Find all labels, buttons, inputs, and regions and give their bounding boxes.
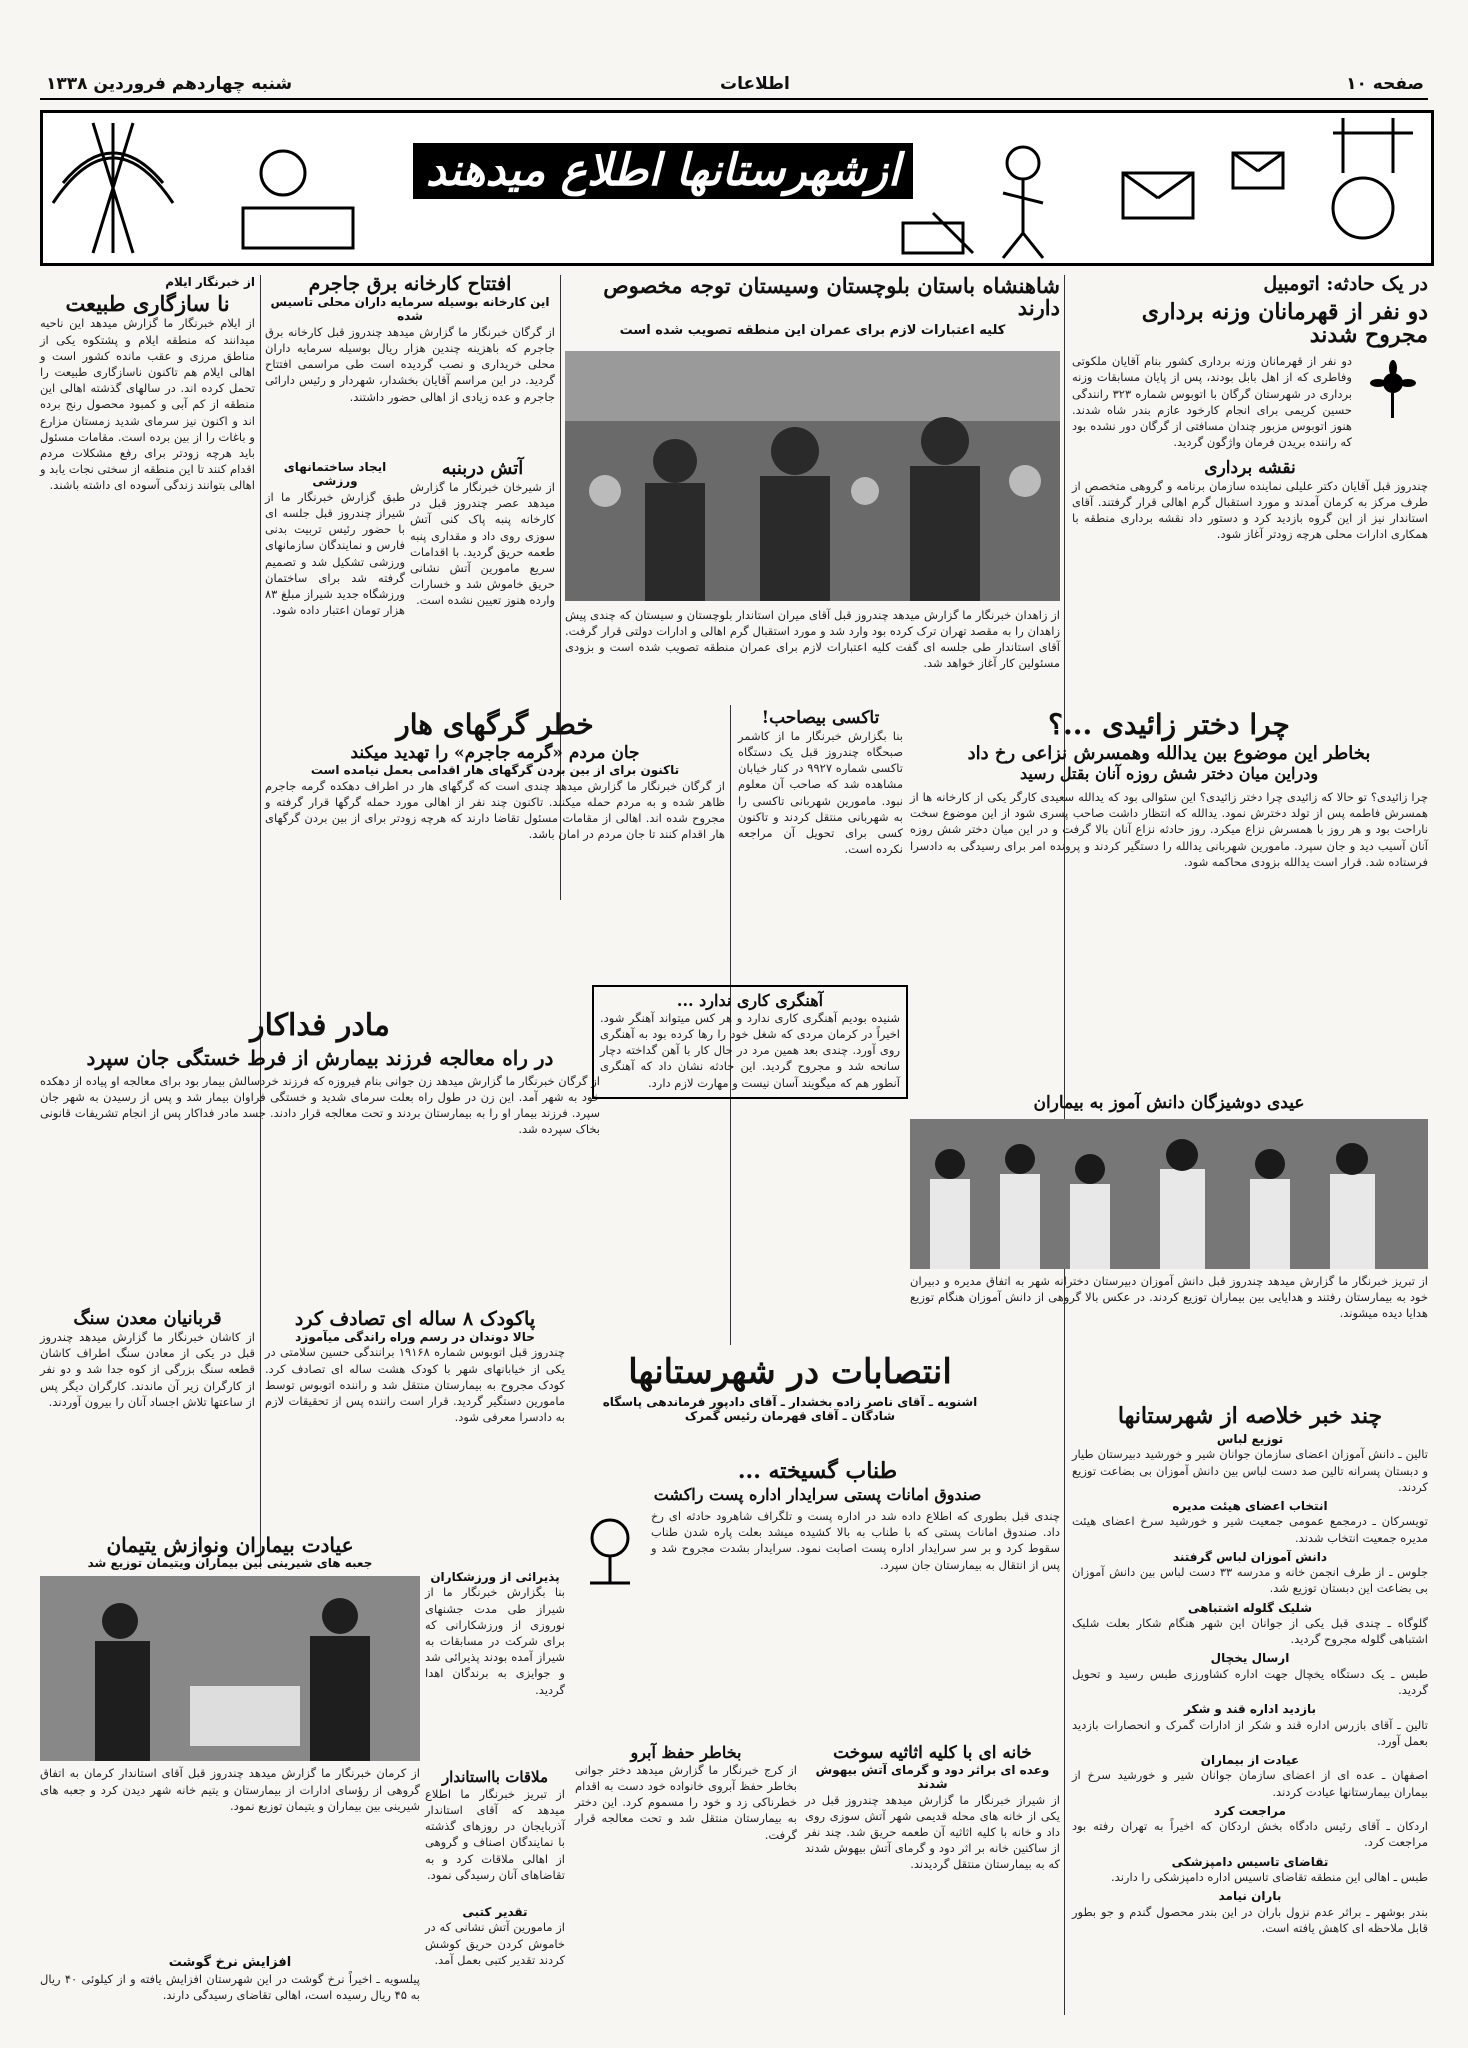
article-body: از گرگان خبرنگار ما گزارش میدهد چندی است که گرگهای هار در اطراف دهکده گرمه جاجرم ظاهر شده و به مردم حمله میکنند. تاکنون چند نفر از اهالی مورد حمله گرگها قرار گرفته و مجروح شده اند. اهالی از مقامات مسئول تقاضا دارند که هرچه زودتر برای از بین بردن گرگهای هار اقدام کنند تا جان مردم در امان باشد. [265,778,725,842]
article-shah-visit [565,275,1060,672]
summary-item-text: تالین ـ آقای بازرس اداره قند و شکر از ادارات گمرک و انحصارات بازدید بعمل آورد. [1072,1717,1428,1748]
article-child-accident [265,1310,565,1425]
subhead: جان مردم «گرمه جاجرم» را تهدید میکند [350,743,640,764]
article-broken-rope [575,1460,1060,1588]
photo-figures [565,351,1060,601]
article-body: چرا زائیدی؟ تو حالا که زائیدی چرا دختر زائیدی؟ این سئوالی بود که یدالله سعیدی کارگر یکی از کارخانه ها از همسرش فاطمه پس از تولد دخترش نمود. یدالله که انتظار داشت صاحب پسری شود از این موضوع سخت ناراحت بود و هر روز با همسرش نزاع میکرد. روز حادثه نزاع آنان بالا گرفت و در این میان دختر شش روزه آنان آسیب دید و جان سپرد. مامورین شهربانی یدالله را دستگیر کردند و پرونده امر برای رسیدگی به دادسرا فرستاده شد. قرار است یدالله بزودی محاکمه شود. [910,790,1428,869]
article-daughter [910,710,1428,870]
headline: انتصابات در شهرستانها [628,1352,952,1392]
article-thanks [425,1905,565,1968]
headline: قربانیان معدن سنگ [73,1308,222,1329]
kicker: در یک حادثه: اتومبیل [1263,273,1428,295]
appointment-line: اشنویه ـ آقای ناصر زاده بخشدار ـ آقای دادپور فرماندهی پاسگاه [602,1394,978,1409]
paper-name: اطلاعات [720,74,790,94]
article-price [40,1955,420,2003]
subhead: در راه معالجه فرزند بیمارش از فرط خستگی جان سپرد [86,1045,554,1070]
photo-caption: از کرمان خبرنگار ما گزارش میدهد چندروز قبل آقای استاندار کرمان به اتفاق گروهی از رؤسای ادارات از بیمارستان و یتیم خانه شهر دیدن کرد و جعبه های شیرینی بین بیماران و یتیمان توزیع نمود. [40,1766,420,1813]
article-governor [425,1770,565,1883]
summary-item [1072,1432,1428,1495]
photo-figures [910,1119,1428,1269]
summary-item [1072,1889,1428,1936]
article-body: از شیراز خبرنگار ما گزارش میدهد چندروز قبل در یکی از خانه های محله قدیمی شهر آتش سوزی روی داد و خانه با کلیه اثاثیه آن طعمه حریق شد. چند نفر از ساکنین خانه بر اثر دود و گرمای آتش بیهوش شدند که به بیمارستان منتقل گردیدند. [805,1792,1060,1872]
article-wolves [265,710,725,842]
summary-item-title: باران نیامد [1218,1889,1282,1904]
article-sports [265,460,405,618]
article-summary [1072,1405,1428,1936]
summary-item [1072,1601,1428,1648]
headline: چند خبر خلاصه از شهرستانها [1117,1403,1383,1429]
summary-item-title: دانش آموزان لباس گرفتند [1172,1549,1328,1564]
article-body: از تبریز خبرنگار ما اطلاع میدهد که آقای استاندار آذربایجان در روزهای گذشته با نمایندگان اصناف و گروهی از اهالی ملاقات کرد و به تقاضاهای آنان رسیدگی نمود. [425,1786,565,1882]
article-body: چندروز قبل اتوبوس شماره ۱۹۱۶۸ برانندگی حسین سلامتی در یکی از خیابانهای شهر با کودک هشت ساله ای تصادف کرد. کودک مجروح به بیمارستان منتقل شد و راننده اتوبوس توسط مامورین دستگیر گردید. قرار است راننده پس از تحقیقات لازم به دادسرا معرفی شود. [265,1345,565,1425]
summary-item-title: تقاضای تاسیس دامپزشکی [1171,1854,1329,1869]
flower-icon [1358,353,1428,423]
headline: شاهنشاه باستان بلوچستان وسیستان توجه مخصوص دارند [603,273,1060,321]
subhead: بخاطر این موضوع بین یدالله وهمسرش نزاعی رخ داد [967,743,1371,765]
article-body: از مامورین آتش نشانی که در خاموش کردن حریق کوشش کردند تقدیر کتبی بعمل آمد. [425,1920,565,1967]
subhead: ودراین میان دختر شش روزه آنان بقتل رسید [1019,764,1319,784]
headline: بخاطر حفظ آبرو [630,1743,742,1762]
article-body: از ایلام خبرنگار ما گزارش میدهد این ناحیه میدانند که منطقه ایلام و پشتکوه یکی از مناطق مرزی و عقب مانده کشور است و اهالی ایلام هم تاکنون ناسازگاری طبیعت را تحمل کرده اند. در سالهای گذشته اهالی این منطقه از کم آبی و کمبود محصول رنج برده اند و اکنون نیز سرمای شدید زمستان مزارع و باغات را از بین برده است. مقامات مسئول باید هرچه زودتر برای رفع مشکلات مردم اقدام کنند تا این منطقه از سختی نجات یابد و اهالی بتوانند زندگی آسوده ای داشته باشند. [40,316,255,493]
article-ironing [592,985,908,1099]
summary-item-text: تالین ـ دانش آموزان اعضای سازمان جوانان شیر و خورشید دبیرستان طیار و دبستان پسرانه تالین صد دست لباس بین دانش آموزان بی بضاعت توزیع کردند. [1072,1447,1428,1494]
subhead: حالا دوندان در رسم وراه راندگی میآموزد [295,1329,535,1344]
column-rule [260,275,261,1565]
headline: پاکودک ۸ ساله ای تصادف کرد [294,1308,536,1330]
headline: نقشه برداری [1204,458,1296,478]
article-save-face [575,1745,797,1843]
article-visit-sick [40,1535,420,1814]
subhead: این کارخانه بوسیله سرمایه داران محلی تاسیس شده [270,294,550,324]
headline: مادر فداکار [250,1008,390,1043]
article-body: از کرج خبرنگار ما گزارش میدهد دختر جوانی بخاطر حفظ آبروی خانواده خود دست به اقدام خطرناکی زد و خود را مسموم کرد. این دختر به بیمارستان منتقل شد و تحت معالجه قرار گرفت. [575,1762,797,1842]
subhead: تاکنون برای از بین بردن گرگهای هار اقدامی بعمل نیامده است [310,763,680,778]
article-mother [40,1010,600,1137]
article-fire [410,460,555,609]
article-body: طبق گزارش خبرنگار ما از شیراز چندروز قبل جلسه ای با حضور رئیس تربیت بدنی فارس و نمایندگان سازمانهای ورزشی تشکیل شد و تصمیم گرفته شد برای ساختمان ورزشگاه جدید شیراز مبلغ ۸۳ هزار تومان اعتبار داده شود. [265,489,405,618]
article-appointments [520,1352,1060,1424]
subhead: وعده ای براثر دود و گرمای آتش بیهوش شدند [815,1762,1050,1792]
news-photo [565,351,1060,601]
summary-item-text: گلوگاه ـ چندی قبل یکی از جوانان این شهر هنگام شکار بعلت شلیک اشتباهی گلوله مجروح گردید. [1072,1616,1428,1647]
issue-date: شنبه چهاردهم فروردین ۱۳۳۸ [46,74,293,94]
page-number: صفحه ۱۰ [1346,74,1424,94]
headline: چرا دختر زائیدی ...؟ [1048,708,1290,741]
headline: ملاقات بااستاندار [441,1768,549,1786]
summary-item-text: طبس ـ اهالی این منطقه تقاضای تاسیس اداره دامپزشکی را دارند. [1111,1870,1428,1885]
summary-item-title: مراجعت کرد [1214,1803,1286,1818]
summary-item-text: بندر بوشهر ـ براثر عدم نزول باران در این بندر محصول گندم و جو بطور قابل ملاحظه ای کاهش یافته است. [1072,1904,1428,1935]
summary-item-text: اردکان ـ آقای رئیس دادگاه بخش اردکان که اخیراً به تهران رفته بود مراجعت کرد. [1072,1819,1428,1850]
article-body: از شیرخان خبرنگار ما گزارش میدهد عصر چندروز قبل در کارخانه پنبه پاک کنی آتش سوزی روی داد و مقداری پنبه طعمه حریق گردید. با اقدامات سریع مامورین آتش نشانی حریق خاموش شد و خسارات وارده هنوز تعیین نشده است. [410,479,555,608]
page-header [40,72,1428,100]
summary-item [1072,1651,1428,1698]
article-body: چندی قبل بطوری که اطلاع داده شد در اداره پست و تلگراف شاهرود حادثه ای رخ داد. صندوق امانات پستی که با طناب به بالا کشیده میشد بعلت پاره شدن طناب سقوط کرد و بر سر سرایدار اداره پست اصابت نمود. سرایدار بشدت مجروح شد و پس از انتقال به بیمارستان جان سپرد. [651,1508,1060,1572]
article-body: پیلسویه ـ اخیراً نرخ گوشت در این شهرستان افزایش یافته و از کیلوئی ۴۰ ریال به ۴۵ ریال رسیده است، اهالی تقاضای رسیدگی دارند. [40,1971,420,2002]
subhead: صندوق امانات پستی سرایدار اداره پست راکشت [653,1485,982,1505]
article-students [910,1095,1428,1321]
headline: آهنگری کاری ندارد ... [676,991,824,1010]
subhead: جعبه های شیرینی بین بیماران ویتیمان توزیع شد [87,1556,373,1570]
article-body: از گرگان خبرنگار ما گزارش میدهد زن جوانی بنام فیروزه که فرزند خردسالش بیمار بود برای معالجه او پیاده از دهکده خود به شهر آمد. این زن در طول راه بعلت سرمای شدید و خستگی فراوان بیمار شد و پس از رسیدن به شهر جان سپرد. فرزند بیمار او را به بیمارستان بردند و تحت معالجه قرار دادند. جسد مادر فداکار پس از انجام تشریفات قانونی بخاک سپرده شد. [40,1073,600,1137]
article-nature [40,275,255,494]
headline: نا سازگاری طبیعت [65,291,230,317]
banner-title: ازشهرستانها اطلاع میدهند [413,143,913,199]
section-banner [40,110,1434,266]
article-body: شنیده بودیم آهنگری کاری ندارد و هر کس میتواند آهنگر شود. اخیراً در کرمان مردی که شغل خود را رها کرده بود به آهنگری روی آورد. چندی بعد همین مرد در حال کار با آهن گداخته دچار سانحه شد و مجروح گردید. این حادثه نشان داد که آهنگری آنطور هم که میگویند آسان نیست و مهارت لازم دارد. [600,1010,900,1090]
headline: ایجاد ساختمانهای ورزشی [283,460,387,489]
headline: آتش دربنبه [441,458,524,479]
news-photo [910,1119,1428,1269]
headline: تاکسی بیصاحب! [761,708,880,728]
summary-item-text: طبس ـ یک دستگاه یخچال جهت اداره کشاورزی طبس رسید و تحویل گردید. [1072,1666,1428,1698]
summary-item-title: انتخاب اعضای هیئت مدیره [1172,1499,1328,1514]
article-car-accident [1072,275,1428,450]
headline: دو نفر از قهرمانان وزنه برداری مجروح شدند [1141,298,1428,349]
article-house-fire [805,1745,1060,1873]
article-body: از گرگان خبرنگار ما گزارش میدهد چندروز قبل کارخانه برق جاجرم که باهزینه چندین هزار ریال بوسیله سرمایه داران محلی خریداری و نصب گردیده است طی مراسمی افتتاح گردید. در این مراسم آقایان بخشدار، شهردار و رئیس دارائی جاجرم و عده زیادی از اهالی حضور داشتند. [265,324,555,404]
summary-item-title: شلیک گلوله اشتباهی [1187,1600,1313,1615]
article-quarry [40,1310,255,1410]
headline: افتتاح کارخانه برق جاجرم [308,273,512,295]
headline: پذیرائی از ورزشکاران [430,1570,560,1584]
summary-item-text: تویسرکان ـ درمجمع عمومی جمعیت شیر و خورشید سرخ اعضای هیئت مدیره جمعیت انتخاب شدند. [1072,1514,1428,1545]
article-taxi [738,710,903,857]
photo-caption: از تبریز خبرنگار ما گزارش میدهد چندروز قبل دانش آموزان دبیرستان دخترانه شهر به اتفاق مدیره و دبیران خود به بیمارستان رفتند و هدایایی بین بیماران توزیع کردند. در عکس بالا گروهی از دانش آموزان هنگام توزیع هدایا دیده میشوند. [910,1273,1428,1321]
summary-item [1072,1499,1428,1546]
headline: افزایش نرخ گوشت [168,1955,292,1970]
summary-item-text: جلوس ـ از طرف انجمن خانه و مدرسه ۳۳ دست لباس بین دانش آموزان بی بضاعت این دبستان توزیع شد. [1072,1565,1428,1596]
summary-item-title: بازدید اداره قند و شکر [1184,1702,1316,1717]
summary-item-text: اصفهان ـ عده ای از اعضای سازمان جوانان شیر و خورشید سرخ از بیماران بیمارستانها عیادت کردند. [1072,1768,1428,1799]
headline: طناب گسیخته ... [737,1458,898,1484]
kicker: از خبرنگار ایلام [165,275,255,289]
headline: عیدی دوشیزگان دانش آموز به بیماران [1033,1093,1305,1113]
subhead: کلیه اعتبارات لازم برای عمران این منطقه تصویب شده است [619,323,1006,339]
summary-list [1072,1432,1428,1936]
article-body: دو نفر از قهرمانان وزنه برداری کشور بنام آقایان ملکوتی وفاطری که از اهل بابل بودند، پس از پایان مسابقات وزنه برداری در شهرستان گرگان با اتوبوس شماره ۳۲۳ رانندگی حسین کریمی برای انجام کارخود عازم بندر شاه شدند. هنوز اتوبوس مزبور چندان مسافتی از گرگان دور نشده بود که راننده بریدن فرمان واژگون گردید. [1072,354,1352,450]
photo-figures [40,1576,420,1761]
headline: تقدیر کتبی [462,1905,528,1919]
speaker-icon [575,1508,645,1588]
summary-item [1072,1855,1428,1886]
summary-item [1072,1753,1428,1800]
summary-item [1072,1804,1428,1851]
news-photo [40,1576,420,1761]
summary-item-title: توزیع لباس [1216,1432,1284,1447]
headline: خطر گرگهای هار [396,708,594,741]
article-factory [265,275,555,405]
summary-item-title: ارسال یخچال [1210,1651,1290,1666]
summary-item [1072,1702,1428,1749]
headline: خانه ای با کلیه اثاثیه سوخت [833,1743,1032,1763]
photo-caption: از زاهدان خبرنگار ما گزارش میدهد چندروز قبل آقای میران استاندار بلوچستان و سیستان که چندی پیش زاهدان را به مقصد تهران ترک کرده بود وارد شد و مورد استقبال گرم اهالی و ادارات دولتی قرار گرفت. آقای استاندار طی جلسه ای گفت کلیه اعتبارات لازم برای عمران منطقه تصویب شده است و بزودی مسئولین کار آغاز خواهد شد. [565,607,1060,671]
article-body: بنا بگزارش خبرنگار ما از کاشمر صبحگاه چندروز قبل یک دستگاه تاکسی شماره ۹۹۲۷ در کنار خیابان مشاهده شد که صاحب آن معلوم نبود. مامورین شهربانی تاکسی را به شهربانی منتقل کردند و تاکنون کسی برای تحویل آن مراجعه نکرده است. [738,728,903,857]
article-body: از کاشان خبرنگار ما گزارش میدهد چندروز قبل در یکی از معادن سنگ اطراف کاشان قطعه سنگ بزرگی از کوه جدا شد و دو نفر از کارگران زیر آن ماندند. کارگران دیگر پس از ساعتها تلاش اجساد آنان را بیرون آوردند. [40,1329,255,1409]
summary-item-title: عیادت از بیماران [1200,1753,1300,1768]
appointment-line: شادگان ـ آقای قهرمان رئیس گمرک [684,1409,896,1424]
article-mapping [1072,460,1428,543]
article-body: چندروز قبل آقایان دکتر علیلی نماینده سازمان برنامه و گروهی متخصص از طرف مرکز به کرمان آمدند و مورد استقبال گرم اهالی قرار گرفتند. آقای استاندار نیز از این گروه بازدید کرد و دستور داد نقشه برداری منطقه با همکاری ادارات محلی هرچه زودتر آغاز شود. [1072,478,1428,542]
headline: عیادت بیماران ونوازش یتیمان [106,1533,354,1557]
article-body: بنا بگزارش خبرنگار ما از شیراز طی مدت جشنهای نوروزی از ورزشکارانی که برای شرکت در مسابقات به شیراز آمده بودند پذیرائی شد و جوایزی به برندگان اهدا گردید. [425,1585,565,1697]
article-hikers [425,1570,565,1698]
summary-item [1072,1550,1428,1597]
